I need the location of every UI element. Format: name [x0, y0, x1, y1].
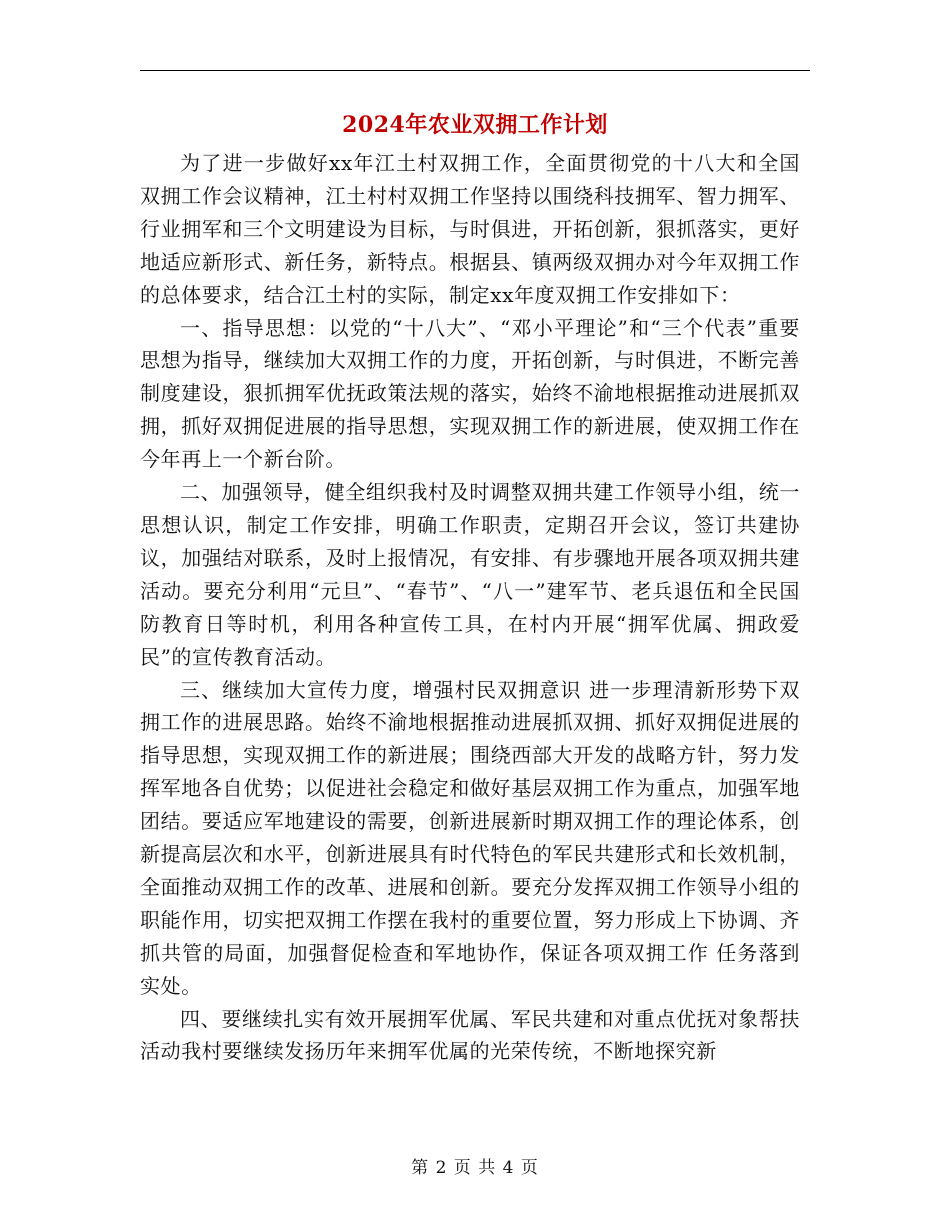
- paragraph-guiding-thought: 一、指导思想：以党的“十八大”、“邓小平理论”和“三个代表”重要思想为指导，继续加大双拥工作的力度，开拓创新，与时俱进，不断完善制度建设，狠抓拥军优抚政策法规的落实，始终不渝地根据推动进展抓双拥，抓好双拥促进展的指导思想，实现双拥工作的新进展，使双拥工作在今年再上一个新台阶。: [140, 315, 801, 472]
- document-title: 2024年农业双拥工作计划: [342, 112, 608, 138]
- paragraph-support-activities: 四、要继续扎实有效开展拥军优属、军民共建和对重点优抚对象帮扶活动我村要继续发扬历年来拥军优属的光荣传统，不断地探究新: [140, 1006, 800, 1064]
- paragraph-leadership: 二、加强领导，健全组织我村及时调整双拥共建工作领导小组，统一思想认识，制定工作安排，明确工作职责，定期召开会议，签订共建协议，加强结对联系，及时上报情况，有安排、有步骤地开展各项双拥共建活动。要充分利用“元旦”、“春节”、“八一”建军节、老兵退伍和全民国防教育日等时机，利用各种宣传工具，在村内开展“拥军优属、拥政爱民”的宣传教育活动。: [140, 480, 800, 669]
- header-rule: [140, 70, 810, 71]
- paragraph-intro: 为了进一步做好xx年江土村双拥工作，全面贯彻党的十八大和全国双拥工作会议精神，江土村村双拥工作坚持以围绕科技拥军、智力拥军、行业拥军和三个文明建设为目标，与时俱进，开拓创新，狠抓落实，更好地适应新形式、新任务，新特点。根据县、镇两级双拥办对今年双拥工作的总体要求，结合江土村的实际，制定xx年度双拥工作安排如下：: [140, 151, 800, 307]
- paragraph-publicity: 三、继续加大宣传力度，增强村民双拥意识 进一步理清新形势下双拥工作的进展思路。始终不渝地根据推动进展抓双拥、抓好双拥促进展的指导思想，实现双拥工作的新进展；围绕西部大开发的战略方针，努力发挥军地各自优势；以促进社会稳定和做好基层双拥工作为重点，加强军地团结。要适应军地建设的需要，创新进展新时期双拥工作的理论体系，创新提高层次和水平，创新进展具有时代特色的军民共建形式和长效机制，全面推动双拥工作的改革、进展和创新。要充分发挥双拥工作领导小组的职能作用，切实把双拥工作摆在我村的重要位置，努力形成上下协调、齐抓共管的局面，加强督促检查和军地协作，保证各项双拥工作 任务落到实处。: [140, 677, 800, 998]
- document-body: [140, 147, 800, 1068]
- page-number: 第 2 页 共 4 页: [411, 1158, 539, 1178]
